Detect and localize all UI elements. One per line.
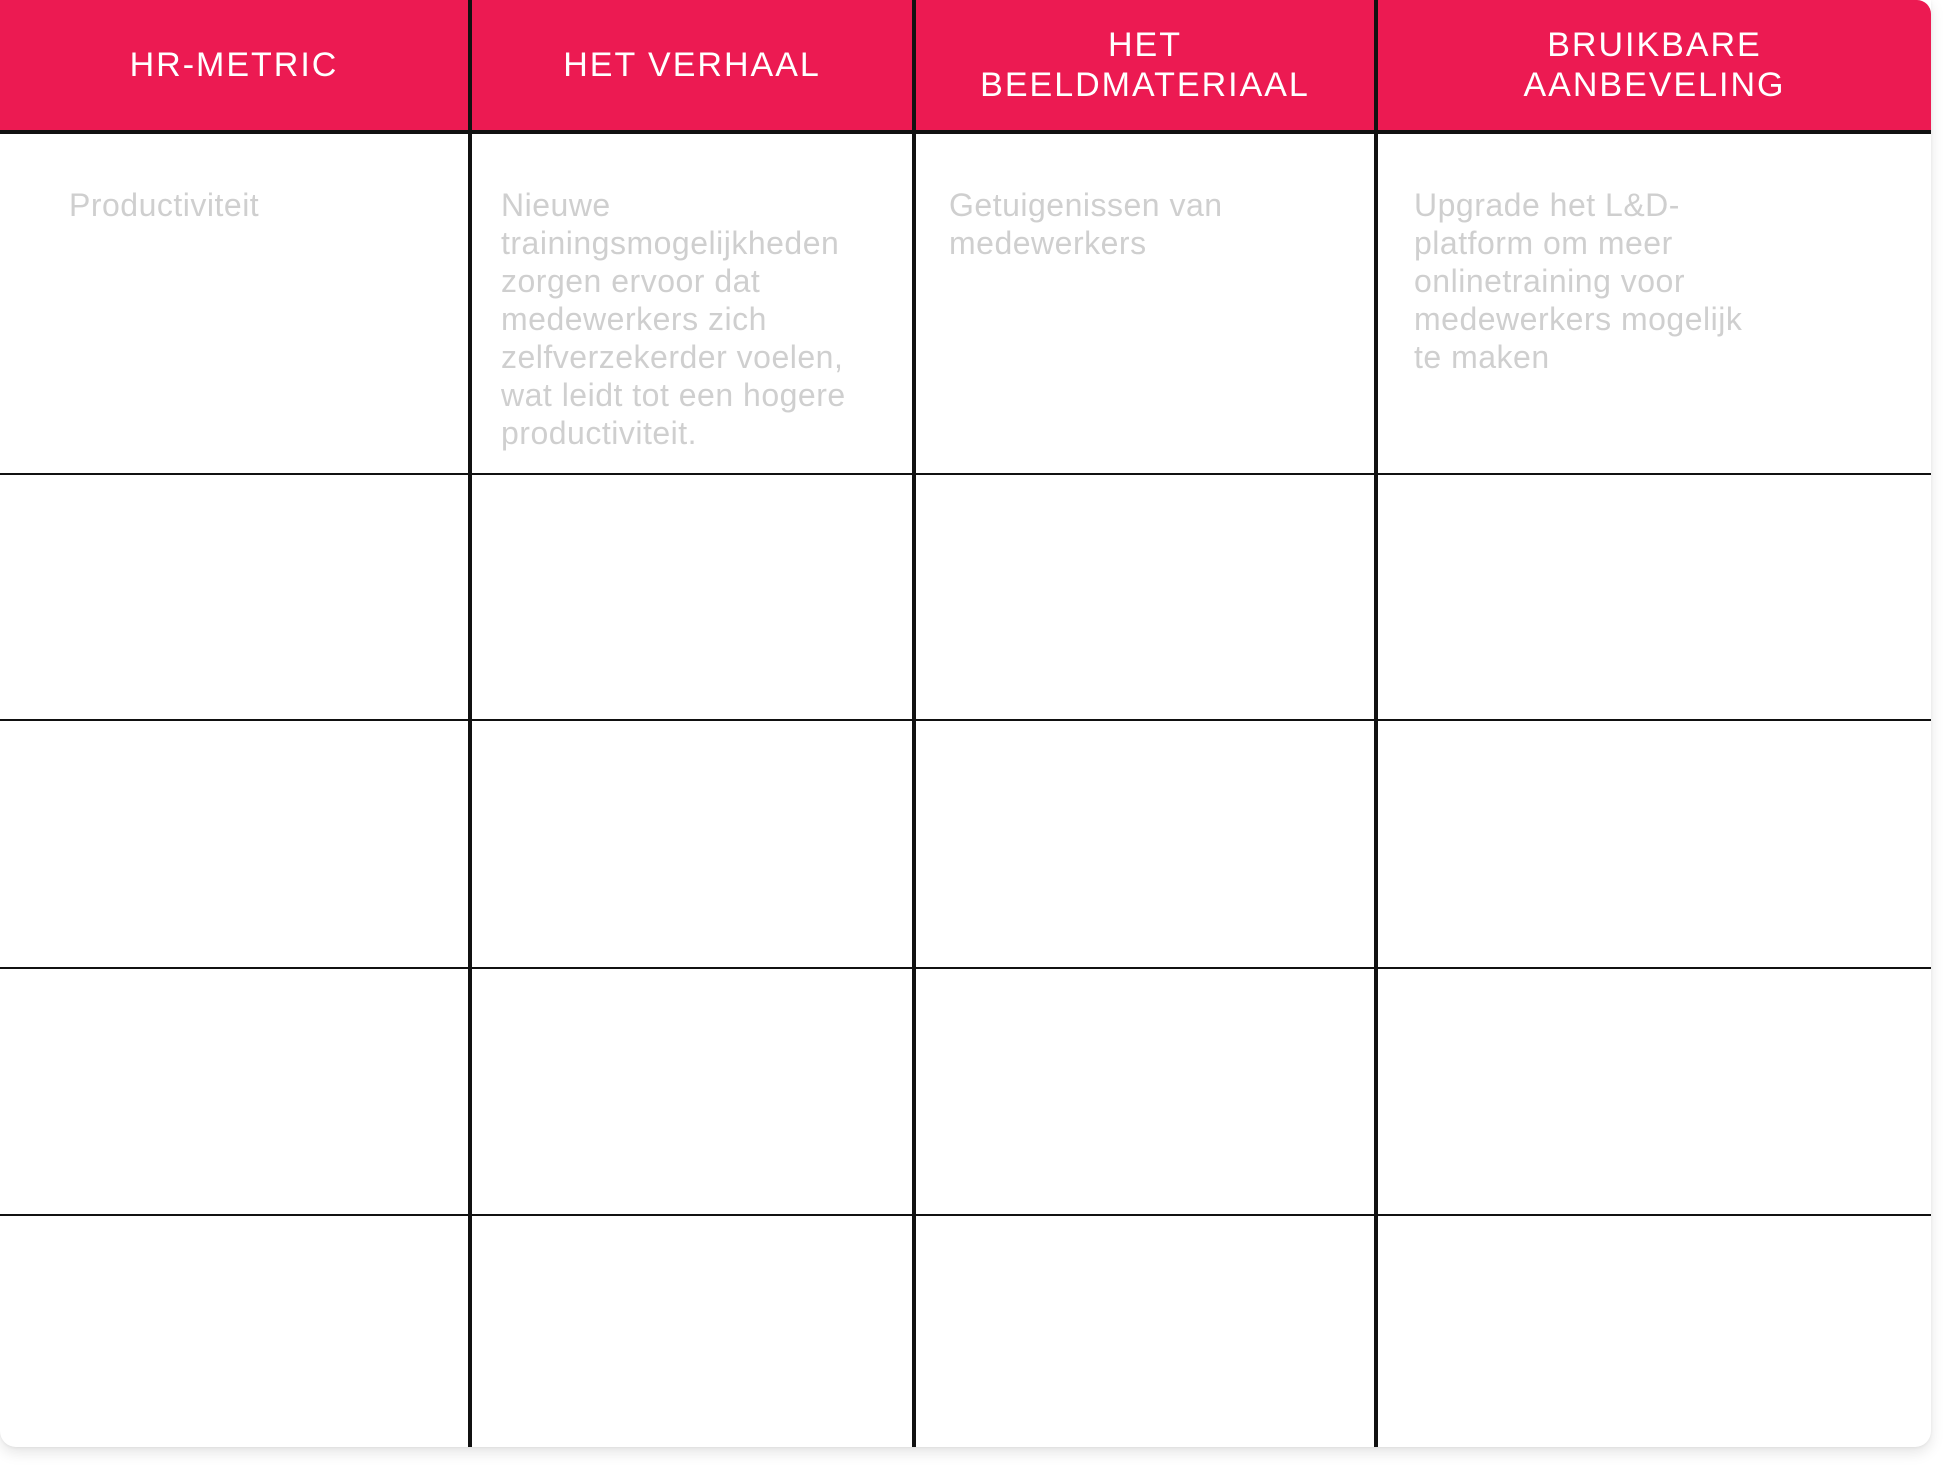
cell-het-verhaal: Nieuwe trainingsmogelijkheden zorgen ervoor dat medewerkers zich zelfverzekerder voelen, wat leidt tot een hogere productiviteit.: [501, 187, 846, 451]
cell-hr-metric: Productiviteit: [69, 187, 260, 223]
header-het-beeldmateriaal: HET BEELDMATERIAAL: [980, 26, 1310, 104]
column-divider: [912, 0, 916, 1447]
column-divider: [468, 0, 472, 1447]
column-divider: [1374, 0, 1378, 1447]
cell-het-beeldmateriaal: Getuigenissen van medewerkers: [949, 187, 1223, 261]
header-het-verhaal: HET VERHAAL: [563, 46, 821, 84]
cell-bruikbare-aanbeveling: Upgrade het L&D- platform om meer onlinetraining voor medewerkers mogelijk te maken: [1414, 187, 1743, 375]
row-divider: [0, 719, 1931, 721]
row-divider: [0, 473, 1931, 475]
header-bruikbare-aanbeveling: BRUIKBARE AANBEVELING: [1523, 26, 1786, 104]
row-divider: [0, 967, 1931, 969]
table-header: [0, 0, 1931, 134]
row-divider: [0, 1214, 1931, 1216]
header-hr-metric: HR-METRIC: [129, 46, 339, 84]
